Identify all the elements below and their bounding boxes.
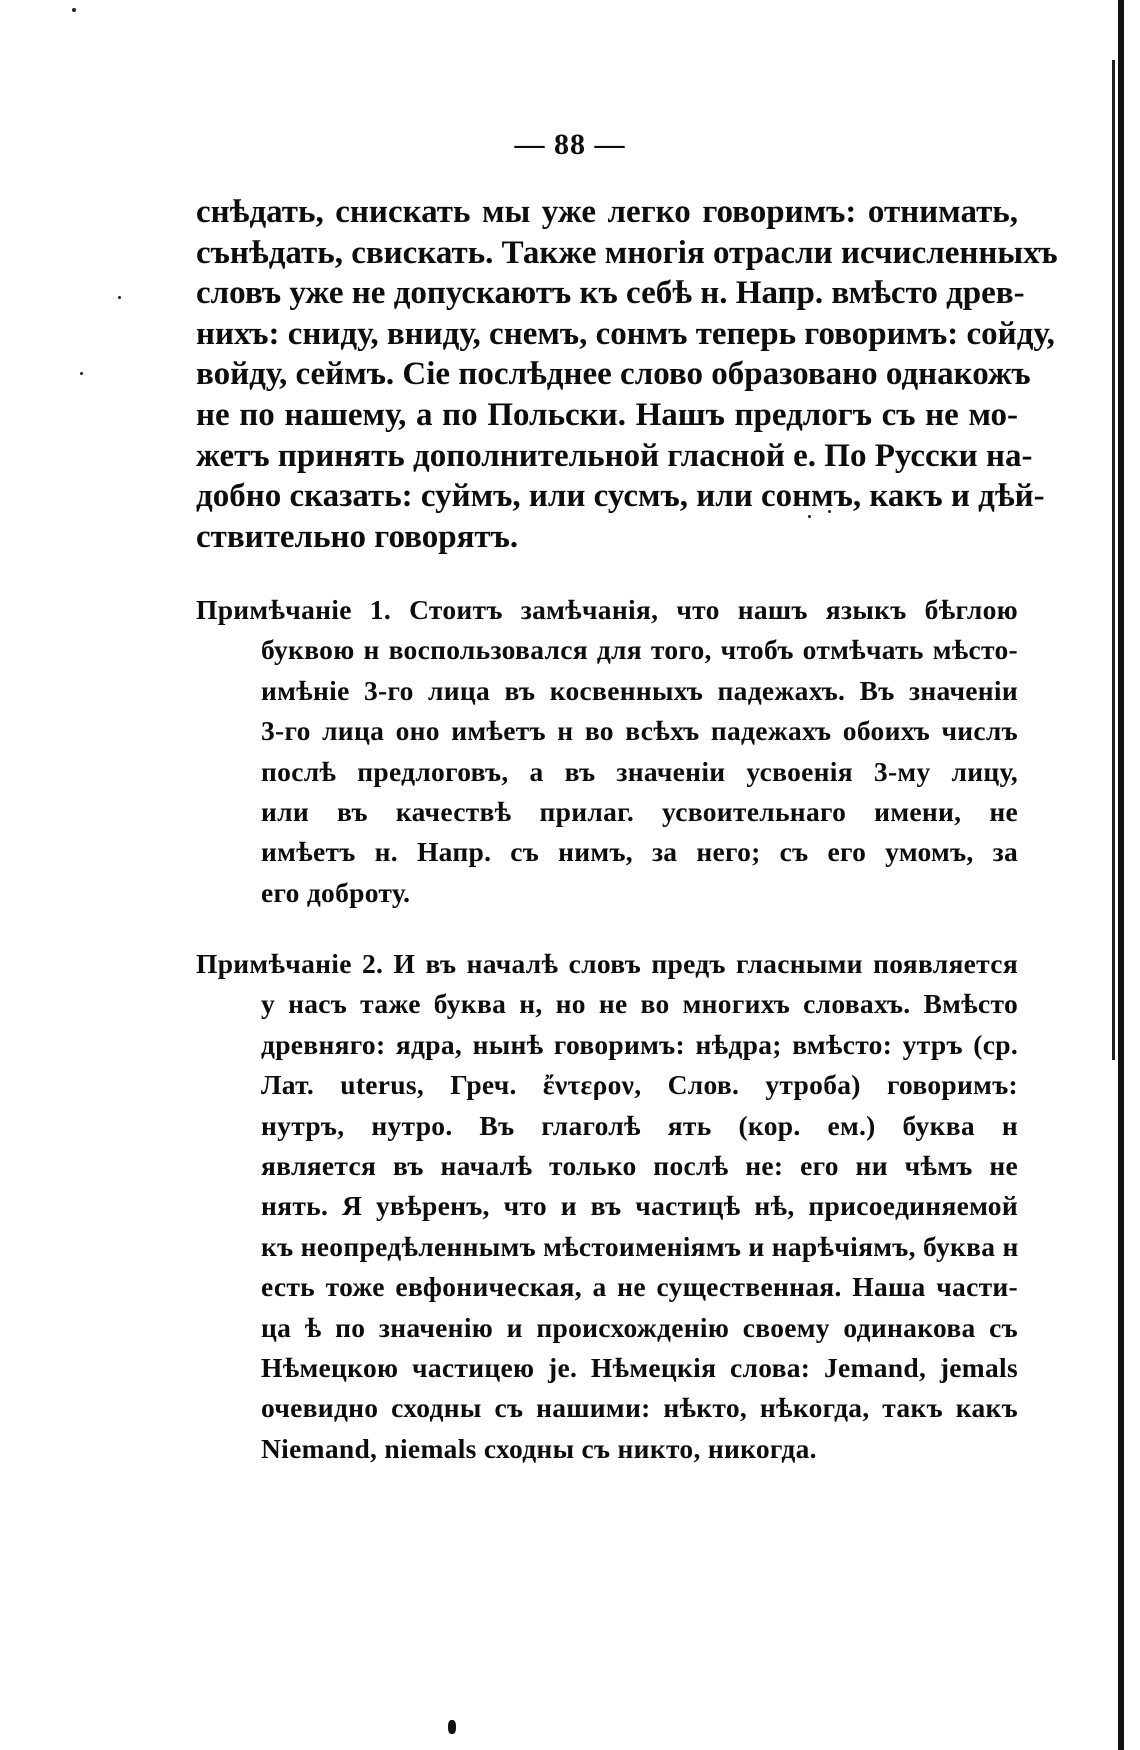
text-line: или въ качествѣ прилаг. усвоительнаго имени, не [261,795,1018,827]
main-paragraph [196,192,1058,557]
text-line: нять. Я увѣренъ, что и въ частицѣ нѣ, присоединяемой [261,1190,1018,1222]
page-edge-line [1112,60,1115,1060]
footnote-2 [196,944,1018,1469]
text-line: словъ уже не допускаютъ къ себѣ н. Напр. вмѣсто древ- [196,275,1025,312]
text-line: является въ началѣ только послѣ не: его ни чѣмъ не [261,1149,1018,1181]
text-line: Примѣчаніе 1. Стоитъ замѣчанія, что нашъ языкъ бѣглою [196,594,1018,625]
text-line: у насъ таже буква н, но не во многихъ словахъ. Вмѣсто [261,988,1018,1020]
text-line: Лат. uterus, Греч. ἔντερον, Слов. утроба) говоримъ: [261,1069,1018,1101]
text-line: 3-го лица оно имѣетъ н во всѣхъ падежахъ обоихъ числъ [261,715,1018,747]
text-line: его доброту. [261,876,411,908]
footnote-1 [196,590,1018,913]
text-line: буквою н воспользовался для того, чтобъ отмѣчать мѣсто- [261,634,1018,666]
text-line: къ неопредѣленнымъ мѣстоименіямъ и нарѣчіямъ, буква н [261,1230,1019,1262]
text-line: нихъ: сниду, вниду, снемъ, сонмъ теперь говоримъ: сойду, [196,315,1055,352]
text-line: не по нашему, а по Польски. Нашъ предлогъ съ не мо- [196,396,1018,433]
text-line: имѣетъ н. Напр. съ нимъ, за него; съ его умомъ, за [261,836,1018,868]
text-line: Примѣчаніе 2. И въ началѣ словъ предъ гласными появляется [196,948,1018,979]
text-line: снѣдать, снискать мы уже легко говоримъ: отнимать, [196,194,1018,230]
text-line: Нѣмецкою частицею je. Нѣмецкія слова: Jemand, jemals [261,1351,1018,1383]
text-line: сънѣдать, свискать. Также многія отрасли исчисленныхъ [196,234,1058,271]
text-line: войду, сеймъ. Сіе послѣднее слово образовано однакожъ [196,356,1031,393]
text-line: Niemand, niemals сходны съ никто, никогда. [261,1432,817,1464]
text-line: ца ѣ по значенію и происхожденію своему одинакова съ [261,1311,1018,1343]
page-edge-shadow [1118,0,1124,1750]
text-line: добно сказать: суймъ, или сусмъ, или сонмъ, какъ и дѣй- [196,478,1045,515]
text-line: нутръ, нутро. Въ глаголѣ ять (кор. ем.) буква н [261,1109,1018,1141]
text-line: имѣніе 3-го лица въ косвенныхъ падежахъ. Въ значеніи [261,674,1018,706]
scan-speck [80,372,83,375]
scan-speck [118,296,121,299]
text-line: ствительно говорятъ. [196,518,519,555]
page-number: — 88 — [514,128,626,161]
text-line: жетъ принять дополнительной гласной е. По Русски на- [196,437,1033,474]
text-line: очевидно сходны съ нашими: нѣкто, нѣкогда, такъ какъ [261,1392,1018,1424]
scan-speck [72,8,76,12]
text-line: древняго: ядра, нынѣ говоримъ: нѣдра; вмѣсто: утръ (ср. [261,1028,1018,1060]
scan-mark [448,1720,456,1734]
text-line: послѣ предлоговъ, а въ значеніи усвоенія 3-му лицу, [261,755,1018,787]
text-line: есть тоже евфоническая, а не существенная. Наша части- [261,1271,1018,1303]
